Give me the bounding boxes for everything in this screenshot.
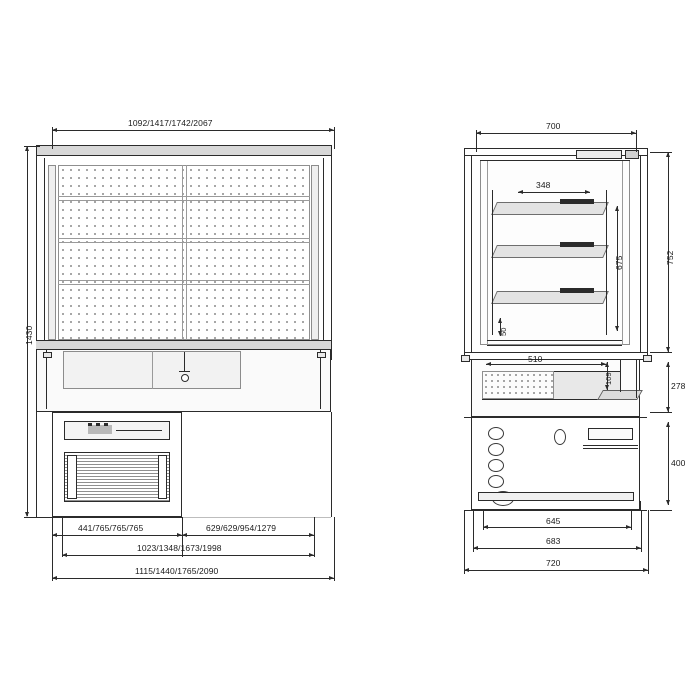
dim-400-arrow-d — [666, 500, 670, 505]
dim-400-ext-bottom — [650, 510, 672, 511]
front-shelf-1-top — [58, 196, 310, 197]
front-right-outer-frame — [331, 145, 332, 360]
front-control-divider — [116, 430, 162, 431]
side-vent-oval-3 — [488, 459, 504, 472]
front-top-band-bottom — [36, 155, 331, 156]
front-display-bottom-rail — [36, 340, 331, 349]
side-left-outer — [464, 148, 465, 359]
dim-top-width-ext-right — [334, 127, 335, 149]
front-door-handle-bar — [179, 371, 190, 372]
front-grille-side-vent — [67, 455, 77, 499]
front-top-edge — [36, 145, 331, 146]
side-shelf-3-front-lip — [560, 288, 594, 293]
side-foot-left — [471, 501, 472, 510]
side-left-inner — [471, 155, 472, 352]
dim-height-ext-bottom — [24, 517, 40, 518]
side-foot-right — [640, 501, 641, 510]
dim-bottom-mid-arrow-r — [309, 553, 314, 557]
dim-bottom-right-line — [182, 535, 314, 536]
side-cavity-floor — [487, 340, 622, 341]
dim-683-label: 683 — [546, 536, 561, 546]
dim-675-label: 675 — [614, 255, 624, 270]
side-cavity-floor-2 — [487, 345, 622, 346]
front-right-bracket — [317, 352, 326, 358]
side-deck-top — [464, 352, 647, 353]
dim-109-label: 109 — [604, 372, 613, 385]
front-top-band — [36, 145, 331, 155]
side-base-floor-line — [464, 510, 647, 511]
front-right-base-edge — [331, 412, 332, 517]
side-right-line-1 — [583, 445, 638, 446]
dim-ext-a — [52, 517, 53, 539]
side-front-return-duct — [636, 360, 637, 398]
dim-720-label: 720 — [546, 558, 561, 568]
dim-bottom-mid-line — [62, 555, 314, 556]
dim-shelf-depth-arrow-l — [518, 190, 523, 194]
side-right-line-2 — [583, 448, 638, 449]
dim-645-ext-r — [631, 510, 632, 530]
dim-height-label: 1430 — [24, 325, 34, 345]
dim-top-width-label: 1092/1417/1742/2067 — [128, 118, 213, 128]
dim-side-top-ext-l — [476, 130, 477, 152]
front-display-readout — [88, 425, 112, 434]
dim-752-label: 752 — [665, 250, 675, 265]
side-vent-oval-2 — [488, 443, 504, 456]
front-door-lock-icon — [181, 374, 189, 382]
dim-bottom-overall-label: 1115/1440/1765/2090 — [135, 566, 219, 576]
dim-shelf-depth-line — [518, 192, 590, 193]
dim-height-ext-top — [24, 146, 40, 147]
dim-bottom-left-line — [52, 535, 182, 536]
front-left-side-strip — [46, 349, 47, 409]
dim-side-top-ext-r — [636, 130, 637, 152]
dim-shelf-depth-arrow-r — [585, 190, 590, 194]
side-center-oval — [554, 429, 566, 445]
dim-683-line — [473, 548, 641, 549]
front-left-inner-frame — [44, 158, 45, 343]
dim-720-ext-l — [464, 510, 465, 574]
front-left-column-panel — [48, 165, 56, 340]
dim-side-top-label: 700 — [546, 121, 561, 131]
dim-278-label: 278 — [671, 381, 686, 391]
dim-645-ext-l — [483, 510, 484, 530]
side-shelf-support-rail — [492, 190, 493, 335]
dim-shelf-depth-label: 348 — [536, 180, 551, 190]
side-cavity-top-line — [480, 160, 630, 161]
dim-400-label: 400 — [671, 458, 686, 468]
front-display-bottom-rail-top — [36, 340, 331, 341]
dim-752-ext-bottom — [650, 352, 672, 353]
front-shelf-2-bottom — [58, 242, 310, 243]
side-vent-oval-1 — [488, 427, 504, 440]
side-rear-panel-line — [487, 160, 488, 345]
dim-ext-e — [52, 539, 53, 581]
dim-720-line — [464, 570, 648, 571]
dim-top-width-line — [52, 130, 334, 131]
dim-400-line — [668, 422, 669, 505]
side-right-inner — [640, 155, 641, 352]
side-front-duct-inner — [620, 360, 621, 392]
front-shelf-2-top — [58, 238, 310, 239]
dim-510-label: 510 — [528, 354, 543, 364]
side-left-bracket — [461, 355, 470, 362]
side-top-lamp-housing — [576, 150, 622, 159]
side-right-panel-box — [588, 428, 633, 440]
dim-109-arrow-d — [605, 385, 609, 390]
dim-ext-d — [62, 517, 63, 557]
side-perforated-deck-plate — [482, 371, 554, 399]
dim-645-line — [483, 527, 631, 528]
front-right-column-panel — [311, 165, 319, 340]
front-shelf-1-bottom — [58, 200, 310, 201]
side-top-edge — [464, 148, 647, 149]
side-right-bracket — [643, 355, 652, 362]
front-lower-door-split — [152, 351, 153, 389]
side-vent-oval-4 — [488, 475, 504, 488]
front-center-mullion-left — [182, 165, 183, 340]
side-base-rail — [478, 492, 634, 501]
dim-645-label: 645 — [546, 516, 561, 526]
dim-278-line — [668, 362, 669, 412]
front-center-mullion-right — [186, 165, 187, 340]
front-indicator-led-1 — [88, 423, 92, 426]
front-indicator-led-2 — [96, 423, 100, 426]
dim-683-ext-r — [641, 510, 642, 552]
front-shelf-3-bottom — [58, 284, 310, 285]
side-front-glass-line — [622, 160, 623, 345]
dim-top-width-ext-left — [52, 127, 53, 149]
dim-675-arrow-d — [615, 326, 619, 331]
front-left-base-edge — [36, 412, 37, 517]
dim-278-arrow-u — [666, 362, 670, 367]
dim-752-ext-top — [650, 152, 672, 153]
dim-278-ext-bottom — [650, 412, 672, 413]
dim-ext-c — [314, 517, 315, 557]
dim-side-top-line — [476, 133, 636, 134]
dim-bottom-right-label: 629/629/954/1279 — [206, 523, 277, 533]
front-left-bracket — [43, 352, 52, 358]
side-right-outer — [647, 148, 648, 359]
dim-720-ext-r — [648, 510, 649, 574]
front-door-handle-stem — [184, 352, 185, 372]
front-shelf-3-top — [58, 280, 310, 281]
side-shelf-front-rail — [606, 190, 607, 335]
front-right-side-strip — [320, 349, 321, 409]
dim-50-label: 50 — [499, 327, 508, 336]
dim-683-ext-l — [473, 510, 474, 552]
front-base-line-right — [182, 517, 331, 518]
front-right-inner-frame — [323, 158, 324, 343]
dim-109-arrow-u — [605, 362, 609, 367]
dim-510-line — [486, 364, 606, 365]
dim-bottom-overall-line — [52, 578, 334, 579]
dim-ext-f — [334, 517, 335, 581]
front-condenser-grille — [64, 452, 170, 502]
front-grille-side-vent-right — [158, 455, 167, 499]
dim-400-arrow-u — [666, 422, 670, 427]
dim-675-arrow-u — [615, 206, 619, 211]
side-shelf-1-front-lip — [560, 199, 594, 204]
side-shelf-2-front-lip — [560, 242, 594, 247]
dim-bottom-left-label: 441/765/765/765 — [78, 523, 144, 533]
dim-bottom-mid-label: 1023/1348/1673/1998 — [137, 543, 222, 553]
dim-510-arrow-l — [486, 362, 491, 366]
front-left-outer-frame — [36, 145, 37, 360]
front-indicator-led-3 — [104, 423, 108, 426]
dim-50-arrow-u — [498, 318, 502, 323]
front-perforated-back-panel — [58, 165, 310, 340]
